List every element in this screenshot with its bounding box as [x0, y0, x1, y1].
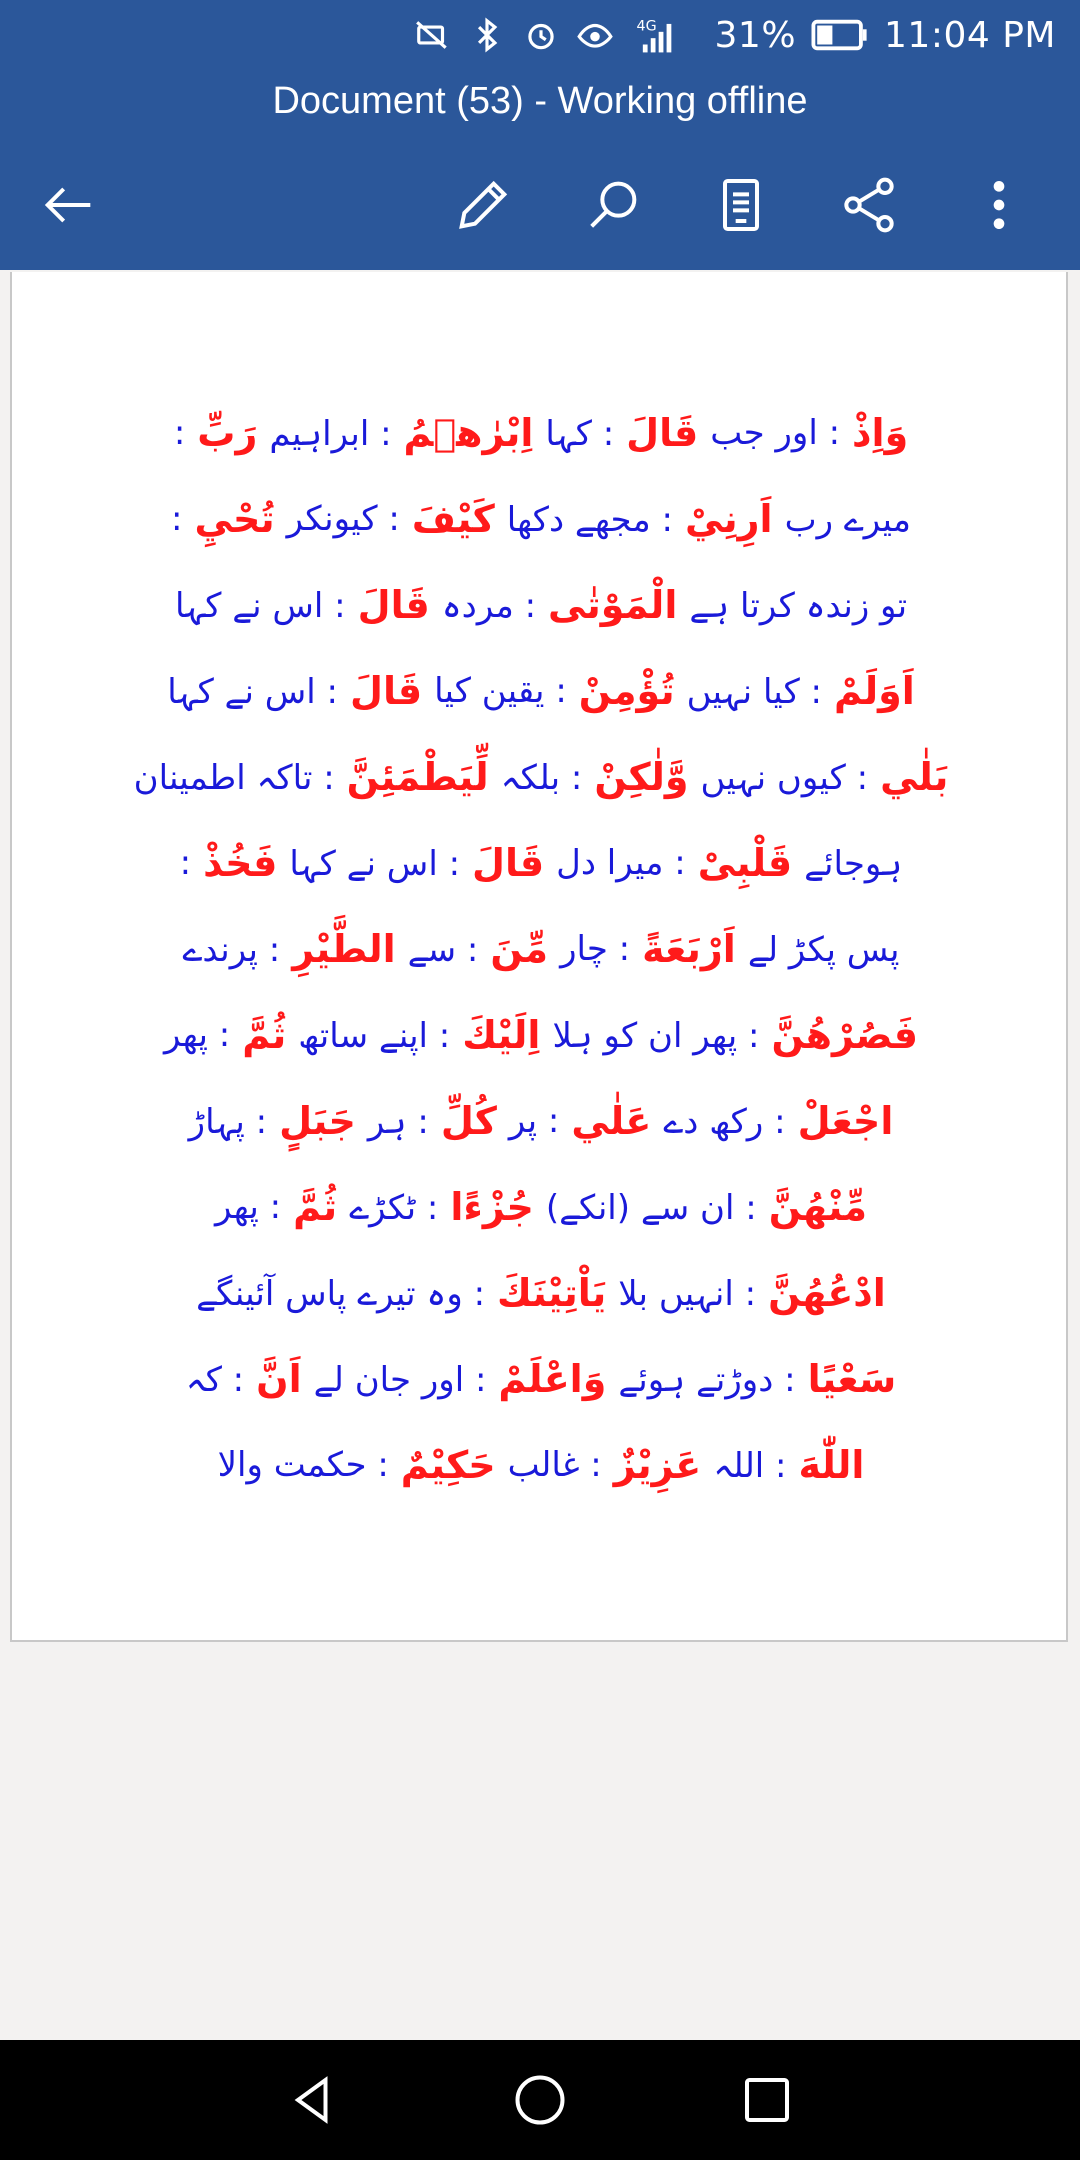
arabic-word: اَنَّ [256, 1357, 302, 1401]
reading-view-icon [709, 173, 773, 237]
arabic-word: وَّلٰكِنْ [594, 755, 689, 799]
urdu-translation: : پہاڑ [188, 1101, 268, 1142]
more-options-button[interactable] [954, 160, 1044, 250]
arabic-word: وَاِذْ [852, 411, 909, 455]
arabic-word: اَرْبَعَةً [642, 927, 736, 971]
arabic-word: اَوَلَمْ [834, 669, 915, 713]
urdu-translation: : پھر ان کو ہلا [552, 1015, 760, 1056]
arabic-word: اجْعَلْ [797, 1099, 894, 1143]
urdu-translation: : کیا نہیں [686, 671, 823, 712]
document-line [12, 906, 1070, 992]
document-line [12, 1078, 1070, 1164]
document-line [12, 992, 1070, 1078]
urdu-translation: : میرا دل [556, 843, 686, 883]
search-button[interactable] [568, 160, 658, 250]
urdu-translation: : ابراہیم [269, 413, 392, 454]
document-line [12, 562, 1070, 648]
app-bar [0, 70, 1080, 270]
urdu-translation: : اس نے کہا [289, 843, 461, 884]
urdu-translation: : [173, 413, 186, 453]
arabic-word: اِلَيْكَ [462, 1013, 541, 1057]
signal-icon [629, 15, 701, 55]
document-line [12, 1250, 1070, 1336]
urdu-translation: : پھر [164, 1015, 231, 1055]
arabic-word: كُلِّ [440, 1099, 497, 1143]
edit-pencil-icon [451, 173, 515, 237]
document-line [12, 476, 1070, 562]
arabic-word: مِّنَ [490, 927, 549, 971]
arabic-word: مِّنْهُنَّ [768, 1185, 868, 1229]
document-line [12, 390, 1070, 476]
share-icon [837, 173, 901, 237]
share-button[interactable] [824, 160, 914, 250]
search-icon [581, 173, 645, 237]
arabic-word: عَزِيْزٌ [613, 1443, 702, 1487]
nav-back-button[interactable] [268, 2055, 358, 2145]
back-button[interactable] [24, 160, 114, 250]
arabic-word: اَرِنِيْ [684, 497, 773, 541]
arabic-word: قَالَ [626, 411, 699, 455]
document-page[interactable] [10, 272, 1068, 1642]
edit-button[interactable] [438, 160, 528, 250]
recents-square-icon [737, 2070, 797, 2130]
urdu-translation: : کہ [185, 1359, 245, 1400]
urdu-translation: : چار [560, 929, 631, 969]
urdu-translation: : مجھے دکھا [506, 499, 673, 540]
notifications-off-icon [413, 15, 453, 55]
document-line [12, 1164, 1070, 1250]
document-title: Document (53) - Working offline [272, 80, 808, 122]
urdu-translation: : دوڑتے ہوئے [618, 1359, 796, 1400]
arabic-word: الطَّيْرِ [292, 927, 396, 971]
arabic-word: سَعْيًا [807, 1357, 897, 1401]
urdu-translation: ہوجائے [804, 843, 903, 884]
urdu-translation: : سے [407, 929, 479, 970]
urdu-translation: : اس نے کہا [174, 585, 346, 626]
urdu-translation: : کیوں نہیں [700, 757, 869, 798]
arabic-word: لِّيَطْمَئِنَّ [346, 755, 489, 799]
home-circle-icon [510, 2070, 570, 2130]
urdu-translation: : اللہ [713, 1445, 787, 1486]
arabic-word: عَلٰي [571, 1099, 652, 1143]
arabic-word: قَالَ [472, 841, 545, 885]
urdu-translation: : انہیں بلا [618, 1273, 757, 1314]
urdu-translation: : [171, 499, 183, 539]
urdu-translation: پس پکڑ لے [747, 929, 900, 970]
svg-text:4G: 4G [636, 18, 657, 35]
arabic-word: حَكِيْمٌ [400, 1443, 496, 1487]
urdu-translation: : اس نے کہا [167, 671, 338, 712]
arabic-word: فَخُذْ [203, 841, 278, 885]
back-arrow-icon [37, 173, 101, 237]
clock: 11:04 PM [884, 14, 1056, 56]
more-vert-icon [967, 173, 1031, 237]
urdu-translation: : حکمت والا [217, 1445, 389, 1485]
arabic-word: جَبَلٍ [279, 1099, 356, 1143]
arabic-word: يَاْتِيْنَكَ [497, 1271, 607, 1315]
urdu-translation: : پرندے [182, 929, 281, 970]
arabic-word: قَالَ [357, 583, 430, 627]
urdu-translation: میرے رب [784, 499, 911, 540]
battery-icon [810, 15, 870, 55]
urdu-translation: : ٹکڑے [349, 1187, 439, 1228]
urdu-translation: : بلکہ [500, 757, 583, 798]
system-nav-bar [0, 2040, 1080, 2160]
urdu-translation: : اپنے ساتھ [298, 1015, 451, 1056]
arabic-word: فَصُرْهُنَّ [771, 1013, 918, 1057]
bluetooth-icon [467, 15, 507, 55]
arabic-word: قَالَ [349, 669, 423, 713]
alarm-icon [521, 15, 561, 55]
document-line [12, 1336, 1070, 1422]
urdu-translation: : پر [508, 1101, 560, 1141]
document-line [12, 648, 1070, 734]
status-bar [0, 0, 1080, 70]
urdu-translation: : پھر [214, 1187, 282, 1227]
urdu-translation: : وہ تیرے پاس آئینگے [196, 1273, 486, 1314]
urdu-translation: : یقین کیا [434, 671, 567, 711]
document-line [12, 820, 1070, 906]
arabic-word: ثُمَّ [293, 1185, 338, 1229]
urdu-translation: : غالب [507, 1445, 602, 1485]
urdu-translation: : ہر [367, 1101, 429, 1142]
arabic-word: وَاعْلَمْ [498, 1357, 607, 1401]
arabic-word: اللّٰهَ [798, 1443, 865, 1487]
battery-percent: 31% [714, 14, 797, 56]
urdu-translation: : ان سے (انکے) [545, 1187, 757, 1228]
arabic-word: كَيْفَ [411, 497, 495, 541]
back-triangle-icon [283, 2070, 343, 2130]
nav-home-button[interactable] [495, 2055, 585, 2145]
arabic-word: قَلْبِىْ [697, 841, 793, 885]
arabic-word: تُؤْمِنْ [578, 669, 675, 713]
eye-comfort-icon [575, 15, 615, 55]
nav-recents-button[interactable] [722, 2055, 812, 2145]
document-line [12, 1422, 1070, 1508]
arabic-word: بَلٰي [880, 755, 949, 799]
arabic-word: جُزْءًا [450, 1185, 534, 1229]
document-body [12, 390, 1070, 1508]
urdu-translation: تو زندہ کرتا ہے [689, 585, 908, 626]
urdu-translation: : اور جان لے [313, 1359, 487, 1400]
urdu-translation: : [179, 843, 192, 883]
urdu-translation: : رکھ دے [663, 1101, 786, 1142]
arabic-word: رَبِّ [197, 411, 258, 455]
reading-view-button[interactable] [696, 160, 786, 250]
urdu-translation: : کہا [545, 413, 615, 454]
arabic-word: ثُمَّ [242, 1013, 287, 1057]
arabic-word: ادْعُهُنَّ [768, 1271, 886, 1315]
urdu-translation: : تاکہ اطمینان [133, 757, 335, 798]
urdu-translation: : اور جب [710, 413, 841, 453]
urdu-translation: : مردہ [441, 585, 537, 626]
arabic-word: اِبْرٰهٖمُ [403, 411, 534, 455]
document-line [12, 734, 1070, 820]
arabic-word: الْمَوْتٰى [548, 583, 678, 627]
arabic-word: تُحْيِ [194, 497, 275, 541]
urdu-translation: : کیونکر [286, 499, 400, 539]
